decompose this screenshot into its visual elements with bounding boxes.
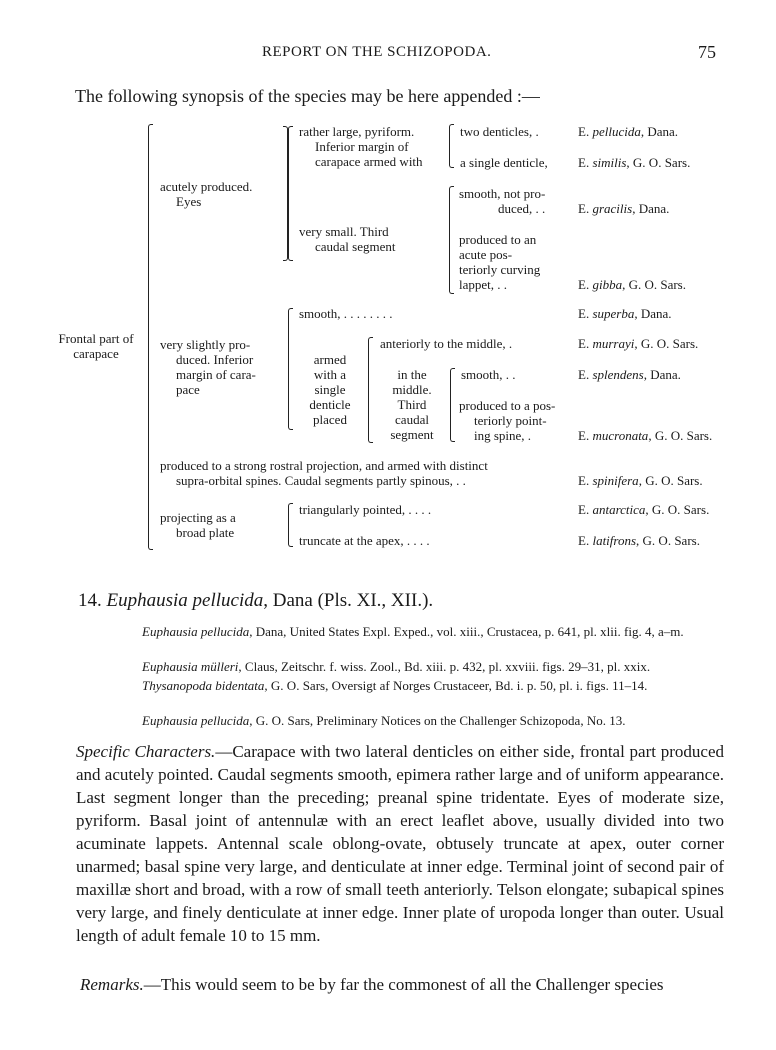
- key-text: , G. O. Sars.: [636, 533, 700, 548]
- key-text: , G. O. Sars.: [622, 277, 686, 292]
- entry-name: Euphausia pellucida: [106, 590, 264, 611]
- key-text: smooth, . .: [461, 367, 516, 382]
- species-entry-title: [78, 590, 433, 612]
- paragraph-heading: Specific Characters.: [76, 742, 216, 761]
- key-text: two denticles, .: [460, 124, 539, 139]
- reference: [142, 677, 727, 694]
- reference-name: Euphausia pellucida: [142, 713, 250, 728]
- key-text: duced, . .: [498, 201, 546, 216]
- brace: [449, 186, 454, 294]
- key-text: caudal: [395, 412, 429, 427]
- key-text: anteriorly to the middle, .: [380, 336, 513, 351]
- reference-text: , Claus, Zeitschr. f. wiss. Zool., Bd. xiii. p. 432, pl. xxviii. figs. 29–31, pl. xxix.: [238, 659, 651, 674]
- paragraph-text: —Carapace with two lateral denticles on either side, frontal part produced and acutely pointed. Caudal segments smooth, epimera rather large and of uniform appearance. Last segment longer than the preceding; preanal spine tridentate. Eyes of moderate size, pyriform. Basal joint of antennulæ with an erect leaflet above, usually divided into two acuminate lappets. Antennal scale oblong-ovate, obtusely truncate at apex, outer corner unarmed; basal spine very large, and denticulate at inner edge. Terminal joint of second pair of maxillæ short and broad, with a row of small teeth anteriorly. Telson elongate; subapical spines very large, and finely denticulate at inner edge. Inner plate of uropoda longer than outer. Usual length of adult female 10 to 15 mm.: [76, 742, 724, 945]
- key-text: Eyes: [176, 194, 202, 209]
- key-text: E.: [578, 473, 593, 488]
- key-acutely: [160, 179, 252, 209]
- key-text: , Dana.: [640, 124, 679, 139]
- key-produced-acute: [459, 232, 540, 292]
- remarks-paragraph: [76, 973, 724, 996]
- specific-characters-paragraph: [76, 740, 724, 947]
- brace: [288, 503, 293, 547]
- key-text: Inferior margin of: [315, 139, 409, 154]
- key-text: in the: [397, 367, 427, 382]
- brace: [368, 337, 373, 443]
- running-header: REPORT ON THE SCHIZOPODA.: [262, 44, 492, 60]
- key-text: , G. O. Sars.: [648, 428, 713, 443]
- key-text: , Dana.: [643, 367, 681, 382]
- key-text: acute pos-: [459, 247, 513, 262]
- key-text: ing spine, .: [474, 428, 532, 443]
- key-projecting: [160, 510, 236, 540]
- reference-text: , G. O. Sars, Preliminary Notices on the Challenger Schizopoda, No. 13.: [249, 713, 626, 728]
- species-name: [578, 201, 669, 216]
- species-name: [578, 155, 690, 170]
- key-text: E.: [578, 336, 593, 351]
- page-number: 75: [698, 42, 716, 62]
- key-text: pace: [176, 382, 200, 397]
- key-text: spinifera: [592, 473, 639, 488]
- key-text: single: [314, 382, 346, 397]
- species-name: [578, 473, 703, 488]
- key-text: projecting as a: [160, 510, 236, 525]
- species-name: [578, 367, 681, 382]
- key-text: caudal segment: [315, 239, 396, 254]
- key-text: E.: [578, 201, 593, 216]
- key-text: Frontal part of: [58, 331, 134, 346]
- key-text: duced. Inferior: [176, 352, 254, 367]
- key-text: mucronata: [592, 428, 649, 443]
- key-produced-spine: [459, 398, 555, 443]
- key-text: murrayi: [592, 336, 635, 351]
- key-root-label: [50, 331, 142, 361]
- brace: [288, 126, 293, 261]
- intro-sentence: The following synopsis of the species may be here appended :—: [75, 86, 540, 106]
- key-text: teriorly curving: [459, 262, 541, 277]
- key-text: broad plate: [176, 525, 235, 540]
- reference: [142, 623, 727, 640]
- key-text: produced to an: [459, 232, 537, 247]
- key-text: splendens: [592, 367, 644, 382]
- key-text: E.: [578, 428, 593, 443]
- species-name: [578, 124, 678, 139]
- paragraph-heading: Remarks.: [80, 975, 144, 994]
- key-text: latifrons: [592, 533, 637, 548]
- key-text: lappet, . .: [459, 277, 508, 292]
- species-name: [578, 502, 709, 517]
- key-text: E.: [578, 533, 593, 548]
- reference-name: Thysanopoda bidentata: [142, 678, 265, 693]
- key-text: E.: [578, 155, 593, 170]
- key-text: very slightly pro-: [160, 337, 251, 352]
- species-name: [578, 336, 698, 351]
- brace: [449, 124, 454, 168]
- brace: [450, 368, 455, 442]
- key-text: triangularly pointed, . . . .: [299, 502, 432, 517]
- key-text: , G. O. Sars.: [638, 473, 703, 488]
- species-name: [578, 277, 686, 292]
- key-in-the: [382, 367, 442, 442]
- key-small: [299, 224, 396, 254]
- brace: [148, 124, 153, 550]
- key-smooth-not: [459, 186, 545, 216]
- key-text: margin of cara-: [176, 367, 256, 382]
- key-text: Third: [397, 397, 427, 412]
- brace: [288, 308, 293, 430]
- key-text: produced to a strong rostral projection, and armed with distinct: [160, 458, 488, 473]
- key-text: , G. O. Sars.: [645, 502, 710, 517]
- key-text: supra-orbital spines. Caudal segments partly spinous, . .: [176, 473, 466, 488]
- key-large: [299, 124, 423, 169]
- key-text: acutely produced.: [160, 179, 253, 194]
- key-text: teriorly point-: [474, 413, 547, 428]
- reference: [142, 658, 727, 675]
- key-text: middle.: [392, 382, 432, 397]
- key-text: , Dana.: [632, 201, 670, 216]
- entry-number: 14.: [78, 590, 102, 611]
- key-text: E.: [578, 124, 593, 139]
- key-text: gibba: [592, 277, 623, 292]
- key-text: gracilis: [592, 201, 633, 216]
- paragraph-text: —This would seem to be by far the commonest of all the Challenger species: [143, 975, 664, 994]
- key-text: truncate at the apex, . . . .: [299, 533, 430, 548]
- key-slightly: [160, 337, 256, 397]
- key-text: pellucida: [592, 124, 641, 139]
- entry-plates: , Dana (Pls. XI., XII.).: [263, 590, 434, 611]
- key-text: E.: [578, 306, 593, 321]
- key-text: E.: [578, 502, 593, 517]
- reference-name: Euphausia mülleri: [142, 659, 239, 674]
- key-text: with a: [313, 367, 347, 382]
- key-text: superba: [592, 306, 635, 321]
- key-text: , G. O. Sars.: [626, 155, 691, 170]
- reference-name: Euphausia pellucida: [142, 624, 250, 639]
- key-text: rather large, pyriform.: [299, 124, 415, 139]
- key-text: very small. Third: [299, 224, 389, 239]
- key-text: antarctica: [592, 502, 646, 517]
- key-text: similis: [592, 155, 627, 170]
- species-name: [578, 533, 700, 548]
- key-armed: [304, 352, 356, 427]
- key-text: E.: [578, 367, 593, 382]
- reference: [142, 712, 727, 729]
- key-text: , G. O. Sars.: [634, 336, 699, 351]
- key-text: , Dana.: [634, 306, 672, 321]
- key-text: placed: [313, 412, 347, 427]
- key-text: carapace armed with: [315, 154, 423, 169]
- key-text: smooth, not pro-: [459, 186, 546, 201]
- key-text: smooth, . . . . . . . .: [299, 306, 393, 321]
- key-text: E.: [578, 277, 593, 292]
- key-text: segment: [390, 427, 434, 442]
- species-name: [578, 306, 672, 321]
- key-text: denticle: [309, 397, 351, 412]
- reference-text: , Dana, United States Expl. Exped., vol. xiii., Crustacea, p. 641, pl. xlii. fig. 4, a–m.: [249, 624, 684, 639]
- reference-text: , G. O. Sars, Oversigt af Norges Crustaceer, Bd. i. p. 50, pl. i. figs. 11–14.: [264, 678, 648, 693]
- key-text: a single denticle,: [460, 155, 548, 170]
- key-text: armed: [313, 352, 347, 367]
- key-text: produced to a pos-: [459, 398, 556, 413]
- key-rostral: [160, 458, 488, 488]
- species-name: [578, 428, 712, 443]
- key-text: carapace: [73, 346, 119, 361]
